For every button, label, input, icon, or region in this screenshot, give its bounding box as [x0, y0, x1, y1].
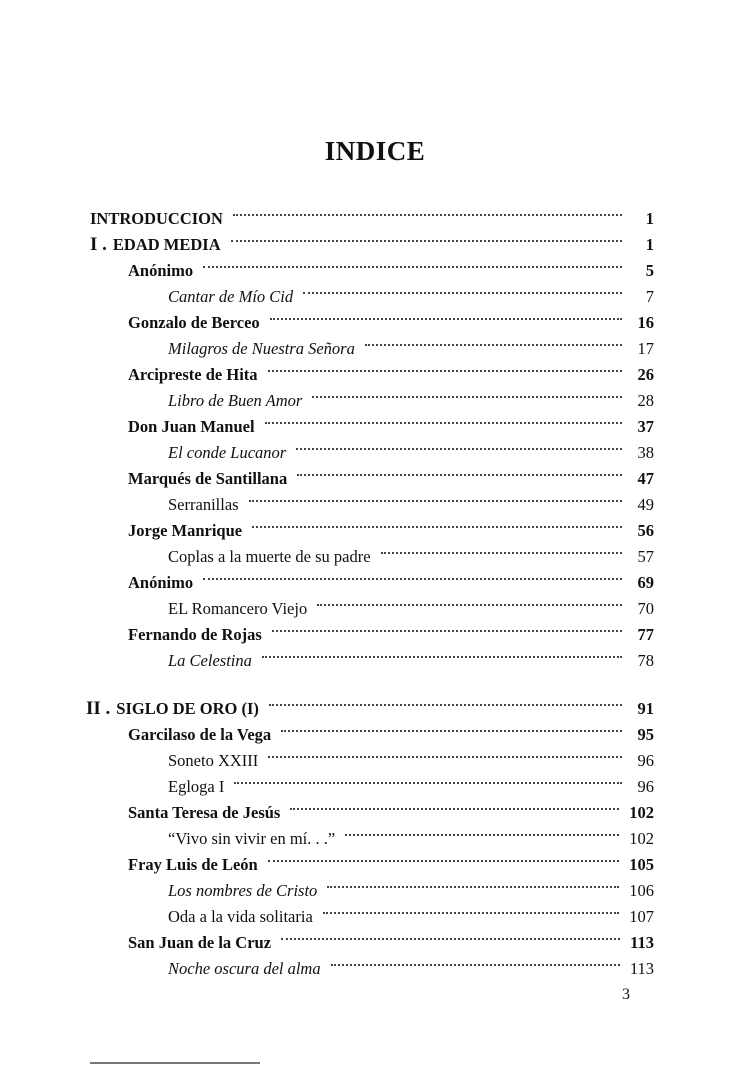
toc-label: Fray Luis de León: [128, 855, 258, 874]
toc-page: 7: [645, 287, 654, 306]
toc-label: El conde Lucanor: [168, 443, 287, 462]
toc-label: EL Romancero Viejo: [168, 599, 308, 618]
toc-label: Garcilaso de la Vega: [128, 725, 272, 744]
leader-dots: [249, 474, 622, 502]
toc-label: Marqués de Santillana: [128, 469, 288, 488]
toc-label: Los nombres de Cristo: [168, 881, 318, 900]
toc-page: 69: [637, 573, 654, 592]
leader-dots: [268, 344, 622, 372]
toc-page: 78: [637, 651, 654, 670]
toc-page: 102: [629, 803, 654, 822]
toc-page: 95: [637, 725, 654, 744]
toc-label: Milagros de Nuestra Señora: [168, 339, 355, 358]
toc-label: Jorge Manrique: [128, 521, 243, 540]
toc-label: Cantar de Mío Cid: [168, 287, 294, 306]
toc-page: 49: [637, 495, 654, 514]
section-numeral: II .: [86, 698, 111, 719]
leader-dots: [272, 604, 622, 632]
leader-dots: [303, 266, 622, 294]
toc-label: Santa Teresa de Jesús: [128, 803, 281, 822]
leader-dots: [296, 422, 622, 450]
toc-page: 38: [637, 443, 654, 462]
toc-label: Serranillas: [168, 495, 239, 514]
leader-dots: [290, 782, 619, 810]
toc-label: Libro de Buen Amor: [168, 391, 303, 410]
toc-label: Oda a la vida solitaria: [168, 907, 313, 926]
footer-rule: [90, 1062, 260, 1064]
leader-dots: [327, 860, 619, 888]
page-number: 3: [622, 986, 630, 1003]
toc-page: 102: [629, 829, 654, 848]
toc-page: 37: [637, 417, 654, 436]
toc-label: Noche oscura del alma: [168, 959, 321, 978]
leader-dots: [317, 578, 622, 606]
toc-page: 16: [637, 313, 654, 332]
leader-dots: [312, 370, 622, 398]
toc-page: 96: [637, 777, 654, 796]
toc-label: Anónimo: [128, 261, 194, 280]
toc-label: Coplas a la muerte de su padre: [168, 547, 371, 566]
leader-dots: [252, 500, 622, 528]
leader-dots: [281, 912, 620, 940]
toc-work: [168, 638, 654, 670]
toc-label: Anónimo: [128, 573, 194, 592]
leader-dots: [262, 630, 622, 658]
leader-dots: [203, 552, 622, 580]
leader-dots: [365, 318, 622, 346]
toc-label: “Vivo sin vivir en mí. . .”: [168, 829, 336, 848]
toc-page: 57: [637, 547, 654, 566]
leader-dots: [268, 834, 620, 862]
toc-page: 107: [629, 907, 654, 926]
toc-page: 47: [637, 469, 654, 488]
leader-dots: [234, 756, 622, 784]
toc-page: 26: [637, 365, 654, 384]
section-title: SIGLO DE ORO (I): [116, 699, 259, 718]
toc-page: 113: [629, 959, 654, 978]
leader-dots: [297, 448, 622, 476]
toc-page: 5: [645, 261, 654, 280]
leader-dots: [203, 240, 622, 268]
leader-dots: [323, 886, 619, 914]
toc-page: 91: [637, 699, 654, 718]
toc-label: Gonzalo de Berceo: [128, 313, 260, 332]
toc-work: [168, 946, 654, 978]
leader-dots: [281, 704, 622, 732]
toc-page: 113: [630, 933, 654, 952]
page-title: INDICE: [324, 136, 426, 166]
toc-page: 17: [637, 339, 654, 358]
leader-dots: [231, 214, 622, 242]
toc-page: 28: [637, 391, 654, 410]
toc-label: Fernando de Rojas: [128, 625, 262, 644]
toc-page: 1: [645, 235, 654, 254]
toc-label: Soneto XXIII: [168, 751, 259, 770]
toc-page: 56: [637, 521, 654, 540]
leader-dots: [269, 678, 622, 706]
leader-dots: [233, 188, 622, 216]
leader-dots: [268, 730, 622, 758]
toc-label: INTRODUCCION: [90, 209, 223, 228]
toc-label: La Celestina: [168, 651, 252, 670]
toc-label: Egloga I: [168, 777, 225, 796]
leader-dots: [345, 808, 619, 836]
toc-page: 106: [629, 881, 654, 900]
leader-dots: [381, 526, 622, 554]
section-numeral: I .: [90, 234, 107, 255]
leader-dots: [270, 292, 622, 320]
toc-page: 105: [629, 855, 654, 874]
toc-label: Arcipreste de Hita: [128, 365, 258, 384]
toc-label: Don Juan Manuel: [128, 417, 255, 436]
toc-page: 96: [637, 751, 654, 770]
toc-page: 77: [637, 625, 654, 644]
section-title: EDAD MEDIA: [112, 235, 221, 254]
leader-dots: [331, 938, 620, 966]
toc-page: 70: [637, 599, 654, 618]
toc-label: San Juan de la Cruz: [128, 933, 272, 952]
leader-dots: [265, 396, 622, 424]
toc-page: 1: [645, 209, 654, 228]
